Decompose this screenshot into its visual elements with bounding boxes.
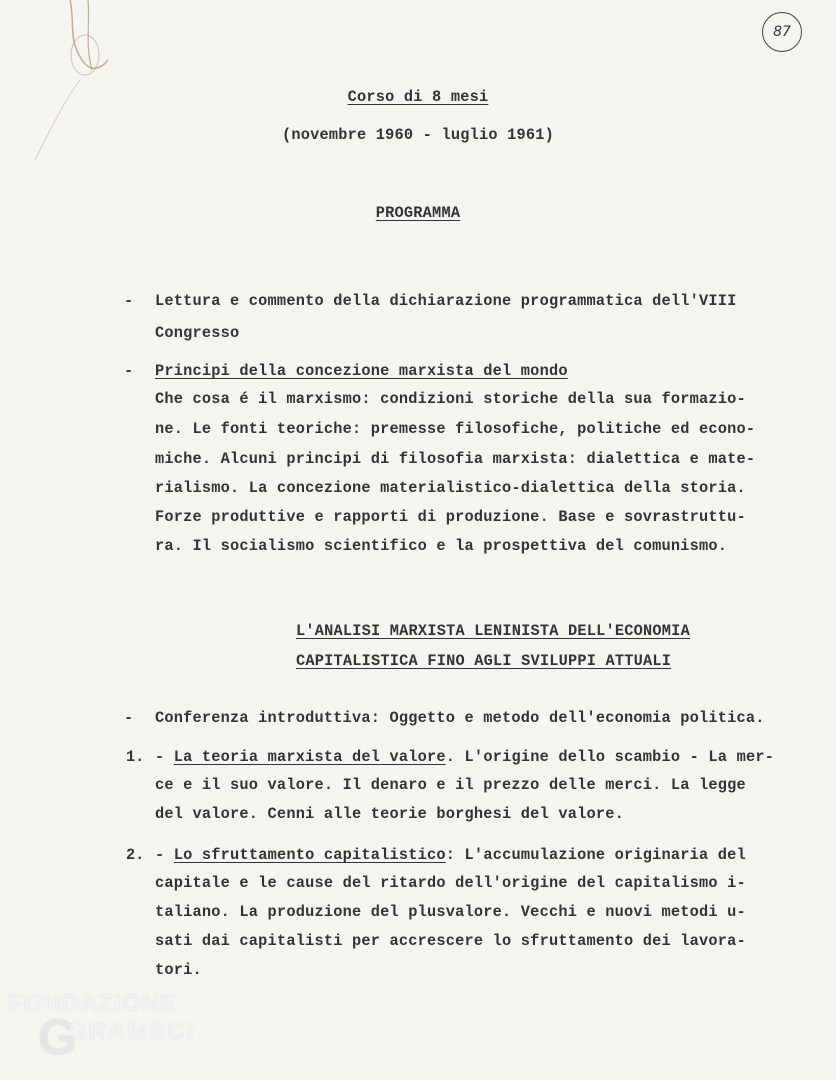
- item2-line: rialismo. La concezione materialistico-dialettica della storia.: [155, 479, 746, 497]
- document-title: Corso di 8 mesi: [347, 88, 489, 106]
- item2-heading: Principi della concezione marxista del mondo: [155, 362, 568, 380]
- bullet-dash: -: [124, 709, 134, 727]
- conference-text: Conferenza introduttiva: Oggetto e metodo dell'economia politica.: [155, 709, 765, 727]
- point1-line1-rest: . L'origine dello scambio - La mer-: [445, 748, 775, 766]
- section-title-programma: PROGRAMMA: [375, 204, 461, 222]
- point2-line1-rest: : L'accumulazione originaria del: [445, 846, 746, 864]
- bullet-dash: -: [124, 292, 134, 310]
- fondazione-gramsci-watermark: [8, 988, 208, 1073]
- bullet-dash: -: [124, 362, 134, 380]
- watermark-line2: GRAMSCI: [68, 1018, 196, 1045]
- point2-line1: [155, 846, 746, 864]
- item2-line: Forze produttive e rapporti di produzione. Base e sovrastruttu-: [155, 508, 746, 526]
- ink-stain: [30, 0, 120, 170]
- point1-heading: La teoria marxista del valore: [173, 748, 446, 766]
- point2-dash: -: [155, 846, 165, 864]
- point1-dash: -: [155, 748, 165, 766]
- item2-line: ne. Le fonti teoriche: premesse filosofiche, politiche ed econo-: [155, 420, 756, 438]
- section2-title-line2: CAPITALISTICA FINO AGLI SVILUPPI ATTUALI: [296, 652, 672, 670]
- point1-line1: [155, 748, 774, 766]
- point2-line5: tori.: [155, 961, 202, 979]
- point2-heading: Lo sfruttamento capitalistico: [173, 846, 446, 864]
- point2-line2: capitale e le cause del ritardo dell'origine del capitalismo i-: [155, 874, 746, 892]
- point1-number: 1.: [126, 748, 145, 766]
- point2-line3: taliano. La produzione del plusvalore. Vecchi e nuovi metodi u-: [155, 903, 746, 921]
- item1-line2: Congresso: [155, 324, 240, 342]
- item2-line: Che cosa é il marxismo: condizioni storiche della sua formazio-: [155, 390, 746, 408]
- item1-line1: Lettura e commento della dichiarazione programmatica dell'VIII: [155, 292, 737, 310]
- watermark-line1: FONDAZIONE: [8, 990, 177, 1017]
- page-number: 87: [762, 12, 802, 52]
- item2-line: ra. Il socialismo scientifico e la prospettiva del comunismo.: [155, 537, 728, 555]
- section2-title-line1: L'ANALISI MARXISTA LENINISTA DELL'ECONOMIA: [296, 622, 690, 640]
- course-dates: (novembre 1960 - luglio 1961): [281, 126, 554, 144]
- point2-number: 2.: [126, 846, 145, 864]
- point2-line4: sati dai capitalisti per accrescere lo sfruttamento dei lavora-: [155, 932, 746, 950]
- item2-line: miche. Alcuni principi di filosofia marxista: dialettica e mate-: [155, 450, 756, 468]
- watermark-g-glyph: G: [38, 1009, 77, 1065]
- point1-line2: ce e il suo valore. Il denaro e il prezzo delle merci. La legge: [155, 776, 746, 794]
- point1-line3: del valore. Cenni alle teorie borghesi del valore.: [155, 805, 624, 823]
